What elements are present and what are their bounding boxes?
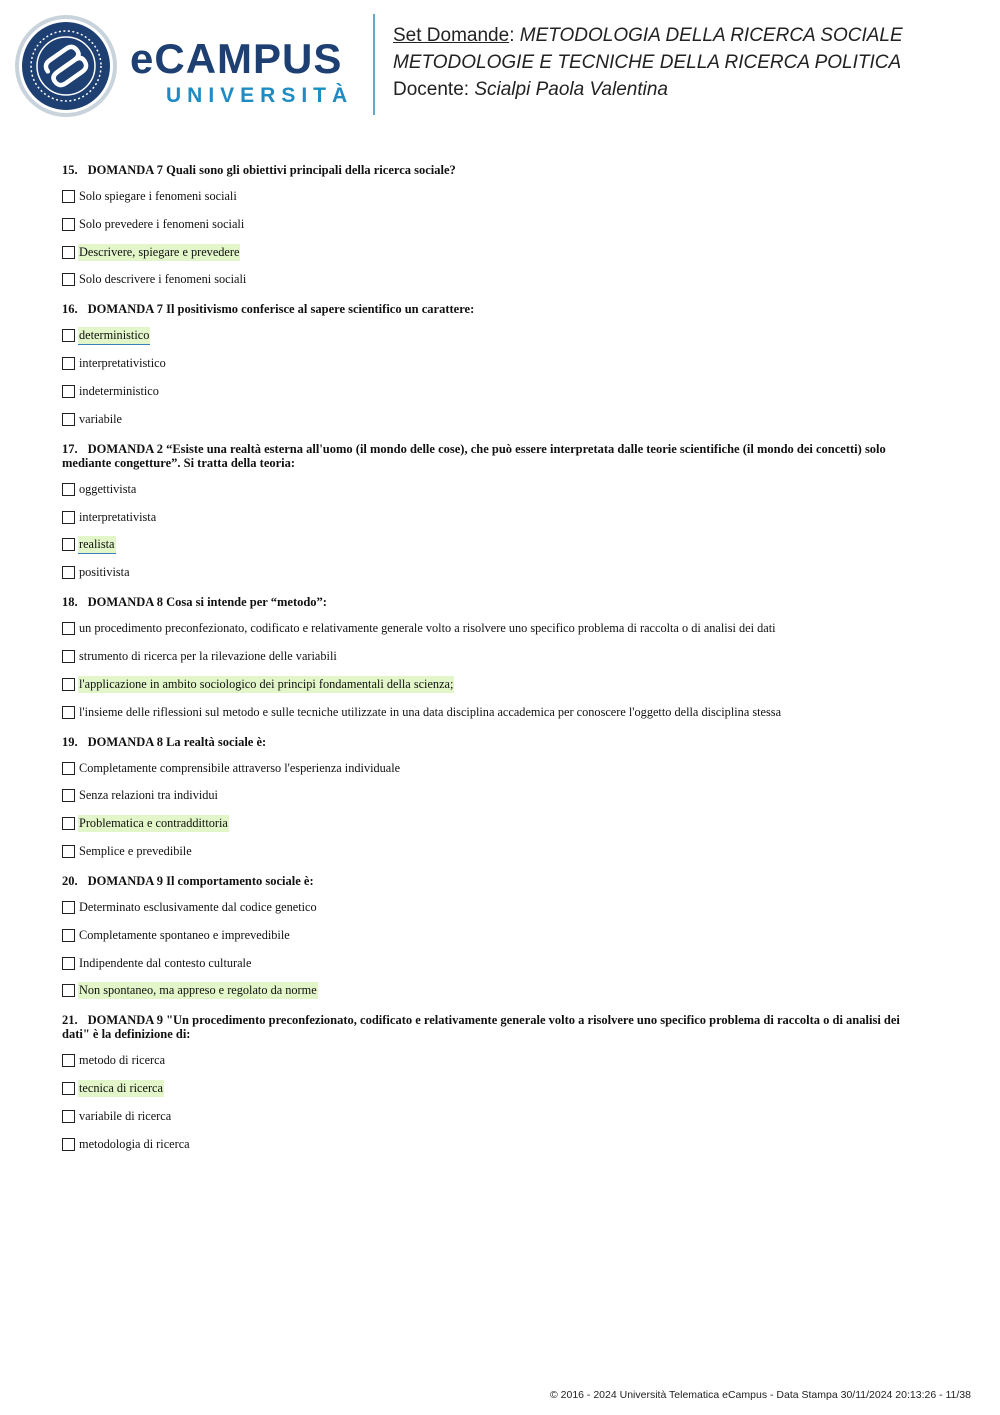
- answer-option-correct[interactable]: [62, 815, 922, 832]
- option-text: metodo di ricerca: [79, 1053, 166, 1068]
- question-number: 18.: [62, 595, 78, 610]
- option-text: variabile: [79, 411, 123, 426]
- checkbox[interactable]: [62, 273, 75, 286]
- question-number: 16.: [62, 302, 78, 317]
- question-number: 20.: [62, 873, 78, 888]
- header-line-2: [393, 49, 903, 76]
- page-footer: © 2016 - 2024 Università Telematica eCampus - Data Stampa 30/11/2024 20:13:26 - 11/38: [550, 1389, 971, 1401]
- option-text: Completamente spontaneo e imprevedibile: [79, 927, 290, 942]
- option-text-correct: tecnica di ricerca: [79, 1081, 163, 1096]
- option-text: un procedimento preconfezionato, codificato e relativamente generale volto a risolvere uno specifico problema di raccolta o di analisi dei dati: [79, 621, 776, 636]
- answer-option-correct[interactable]: [62, 676, 922, 693]
- question-title: [62, 163, 922, 177]
- option-text: interpretativista: [79, 509, 157, 524]
- checkbox[interactable]: [62, 929, 75, 942]
- question-text: DOMANDA 7 Quali sono gli obiettivi principali della ricerca sociale?: [87, 163, 456, 177]
- option-text: Completamente comprensibile attraverso l'esperienza individuale: [79, 760, 401, 775]
- answer-option[interactable]: [62, 216, 922, 233]
- checkbox[interactable]: [62, 984, 75, 997]
- checkbox[interactable]: [62, 1110, 75, 1123]
- header-course-info: [393, 22, 903, 103]
- checkbox[interactable]: [62, 511, 75, 524]
- answer-option[interactable]: [62, 355, 922, 372]
- answer-option[interactable]: [62, 509, 922, 526]
- question-number: 19.: [62, 734, 78, 749]
- answer-option[interactable]: [62, 271, 922, 288]
- header-divider: [373, 14, 375, 115]
- answer-option-correct[interactable]: [62, 982, 922, 999]
- answer-option[interactable]: [62, 481, 922, 498]
- checkbox[interactable]: [62, 650, 75, 663]
- question-16: [62, 302, 922, 427]
- option-text: Solo prevedere i fenomeni sociali: [79, 216, 245, 231]
- answer-option[interactable]: [62, 564, 922, 581]
- answer-option[interactable]: [62, 411, 922, 428]
- checkbox[interactable]: [62, 413, 75, 426]
- question-title: [62, 735, 922, 749]
- checkbox[interactable]: [62, 190, 75, 203]
- checkbox[interactable]: [62, 678, 75, 691]
- answer-option-correct[interactable]: [62, 327, 922, 344]
- option-text-correct: Problematica e contraddittoria: [79, 816, 228, 831]
- option-text: positivista: [79, 565, 130, 580]
- question-title: [62, 595, 922, 609]
- checkbox[interactable]: [62, 622, 75, 635]
- answer-option[interactable]: [62, 843, 922, 860]
- option-text-correct: Non spontaneo, ma appreso e regolato da norme: [79, 983, 317, 998]
- answer-option[interactable]: [62, 704, 922, 721]
- answer-option[interactable]: [62, 620, 922, 637]
- option-text: l'insieme delle riflessioni sul metodo e sulle tecniche utilizzate in una data disciplina accademica per conoscere l'oggetto della disciplina stessa: [79, 704, 782, 719]
- option-text: Solo descrivere i fenomeni sociali: [79, 272, 247, 287]
- option-text: variabile di ricerca: [79, 1108, 172, 1123]
- answer-option-correct[interactable]: [62, 244, 922, 261]
- answer-option[interactable]: [62, 787, 922, 804]
- checkbox[interactable]: [62, 706, 75, 719]
- question-15: [62, 163, 922, 288]
- checkbox[interactable]: [62, 329, 75, 342]
- question-21: [62, 1013, 922, 1152]
- checkbox[interactable]: [62, 218, 75, 231]
- checkbox[interactable]: [62, 789, 75, 802]
- answer-option-correct[interactable]: [62, 536, 922, 553]
- course-title-2: METODOLOGIE E TECNICHE DELLA RICERCA POLITICA: [393, 52, 902, 73]
- question-title: [62, 1013, 922, 1041]
- question-title: [62, 874, 922, 888]
- wordmark-universita: UNIVERSITÀ: [166, 84, 354, 107]
- ecampus-wordmark: [130, 35, 354, 108]
- answer-option[interactable]: [62, 648, 922, 665]
- checkbox[interactable]: [62, 538, 75, 551]
- option-text: strumento di ricerca per la rilevazione delle variabili: [79, 648, 337, 663]
- question-title: [62, 302, 922, 316]
- checkbox[interactable]: [62, 901, 75, 914]
- answer-option[interactable]: [62, 188, 922, 205]
- question-title: [62, 442, 922, 470]
- ecampus-seal-logo: [14, 14, 118, 118]
- checkbox[interactable]: [62, 385, 75, 398]
- header-line-3: [393, 76, 903, 103]
- answer-option-correct[interactable]: [62, 1080, 922, 1097]
- question-text: DOMANDA 8 Cosa si intende per “metodo”:: [87, 595, 327, 610]
- answer-option[interactable]: [62, 927, 922, 944]
- teacher-label: Docente:: [393, 79, 470, 100]
- checkbox[interactable]: [62, 845, 75, 858]
- question-text: DOMANDA 9 Il comportamento sociale è:: [87, 873, 314, 888]
- question-number: 17.: [62, 441, 78, 456]
- question-18: [62, 595, 922, 720]
- checkbox[interactable]: [62, 817, 75, 830]
- checkbox[interactable]: [62, 1054, 75, 1067]
- answer-option[interactable]: [62, 1136, 922, 1153]
- header-line-1: Set Domande: METODOLOGIA DELLA RICERCA SOCIALE: [393, 25, 903, 46]
- teacher-name: Scialpi Paola Valentina: [474, 79, 668, 100]
- option-text: Determinato esclusivamente dal codice genetico: [79, 899, 317, 914]
- checkbox[interactable]: [62, 1138, 75, 1151]
- question-text: DOMANDA 8 La realtà sociale è:: [87, 734, 267, 749]
- question-text: DOMANDA 2 “Esiste una realtà esterna all'uomo (il mondo delle cose), che può essere interpretata dalle teorie scientifiche (il mondo dei concetti) solo mediante congetture”. Si tratta della teoria:: [62, 441, 886, 470]
- option-text-correct: deterministico: [78, 327, 150, 345]
- page-header: [0, 0, 1000, 135]
- checkbox[interactable]: [62, 566, 75, 579]
- checkbox[interactable]: [62, 762, 75, 775]
- option-text-correct: realista: [78, 536, 116, 554]
- course-title-1: METODOLOGIA DELLA RICERCA SOCIALE: [519, 25, 903, 46]
- question-19: [62, 735, 922, 860]
- answer-option[interactable]: [62, 760, 922, 777]
- option-text: oggettivista: [79, 481, 137, 496]
- option-text: Semplice e prevedibile: [79, 843, 192, 858]
- answer-option[interactable]: [62, 955, 922, 972]
- question-text: DOMANDA 9 "Un procedimento preconfezionato, codificato e relativamente generale volto a risolvere uno specifico problema di raccolta o di analisi dei dati" è la definizione di:: [62, 1013, 900, 1042]
- option-text: Senza relazioni tra individui: [79, 788, 218, 803]
- option-text: metodologia di ricerca: [79, 1136, 190, 1151]
- question-17: [62, 442, 922, 581]
- wordmark-ecampus: eCAMPUS: [130, 35, 343, 82]
- answer-option[interactable]: [62, 383, 922, 400]
- question-number: 21.: [62, 1013, 78, 1028]
- answer-option[interactable]: [62, 1052, 922, 1069]
- option-text-correct: Descrivere, spiegare e prevedere: [79, 244, 240, 259]
- checkbox[interactable]: [62, 957, 75, 970]
- checkbox[interactable]: [62, 246, 75, 259]
- checkbox[interactable]: [62, 1082, 75, 1095]
- option-text: indeterministico: [79, 383, 159, 398]
- checkbox[interactable]: [62, 483, 75, 496]
- answer-option[interactable]: [62, 1108, 922, 1125]
- option-text-correct: l'applicazione in ambito sociologico dei principi fondamentali della scienza;: [79, 676, 454, 691]
- option-text: Indipendente dal contesto culturale: [79, 955, 252, 970]
- question-20: [62, 874, 922, 999]
- questions-list: [62, 163, 922, 1167]
- question-number: 15.: [62, 163, 78, 177]
- option-text: interpretativistico: [79, 356, 166, 371]
- answer-option[interactable]: [62, 899, 922, 916]
- question-text: DOMANDA 7 Il positivismo conferisce al sapere scientifico un carattere:: [87, 302, 475, 317]
- checkbox[interactable]: [62, 357, 75, 370]
- set-label: Set Domande: [393, 25, 510, 46]
- option-text: Solo spiegare i fenomeni sociali: [79, 189, 237, 203]
